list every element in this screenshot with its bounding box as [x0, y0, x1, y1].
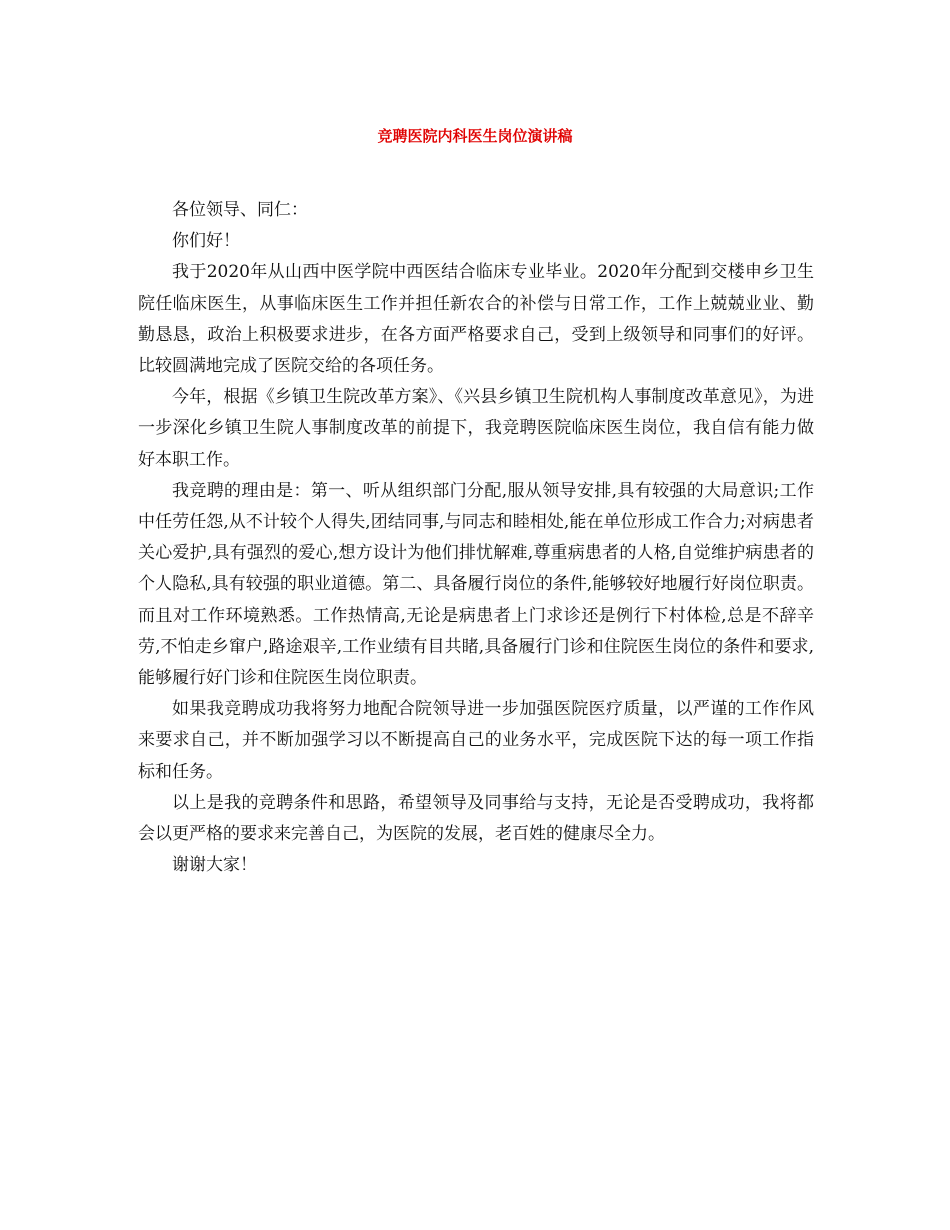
document-body — [138, 195, 814, 881]
salutation: 各位领导、同仁： — [172, 200, 308, 220]
closing-thanks: 谢谢大家！ — [172, 855, 257, 876]
paragraph-summary: 以上是我的竞聘条件和思路，希望领导及同事给与支持，无论是否受聘成功，我将都会以更严格的要求来完善自己，为医院的发展，老百姓的健康尽全力。 — [138, 792, 814, 845]
document-title: 竞聘医院内科医生岗位演讲稿 — [377, 127, 573, 145]
paragraph-background: 我于2020年从山西中医学院中西医结合临床专业毕业。2020年分配到交楼申乡卫生院任临床医生，从事临床医生工作并担任新农合的补偿与日常工作，工作上兢兢业业、勤勤恳恳，政治上积极要求进步，在各方面严格要求自己，受到上级领导和同事们的好评。比较圆满地完成了医院交给的各项任务。 — [138, 262, 814, 377]
paragraph-reform: 今年，根据《乡镇卫生院改革方案》、《兴县乡镇卫生院机构人事制度改革意见》，为进一步深化乡镇卫生院人事制度改革的前提下，我竞聘医院临床医生岗位，我自信有能力做好本职工作。 — [138, 387, 814, 470]
paragraph-reasons: 我竞聘的理由是：第一、听从组织部门分配,服从领导安排,具有较强的大局意识;工作中任劳任怨,从不计较个人得失,团结同事,与同志和睦相处,能在单位形成工作合力;对病患者关心爱护,具有强烈的爱心,想方设计为他们排忧解难,尊重病患者的人格,自觉维护病患者的个人隐私,具有较强的职业道德。第二、具备履行岗位的条件,能够较好地履行好岗位职责。而且对工作环境熟悉。工作热情高,无论是病患者上门求诊还是例行下村体检,总是不辞辛劳,不怕走乡窜户,路途艰辛,工作业绩有目共睹,具备履行门诊和住院医生岗位的条件和要求,能够履行好门诊和住院医生岗位职责。 — [138, 480, 814, 689]
greeting: 你们好！ — [172, 231, 240, 252]
paragraph-commitment: 如果我竞聘成功我将努力地配合院领导进一步加强医院医疗质量，以严谨的工作作风来要求自己，并不断加强学习以不断提高自己的业务水平，完成医院下达的每一项工作指标和任务。 — [138, 699, 814, 782]
